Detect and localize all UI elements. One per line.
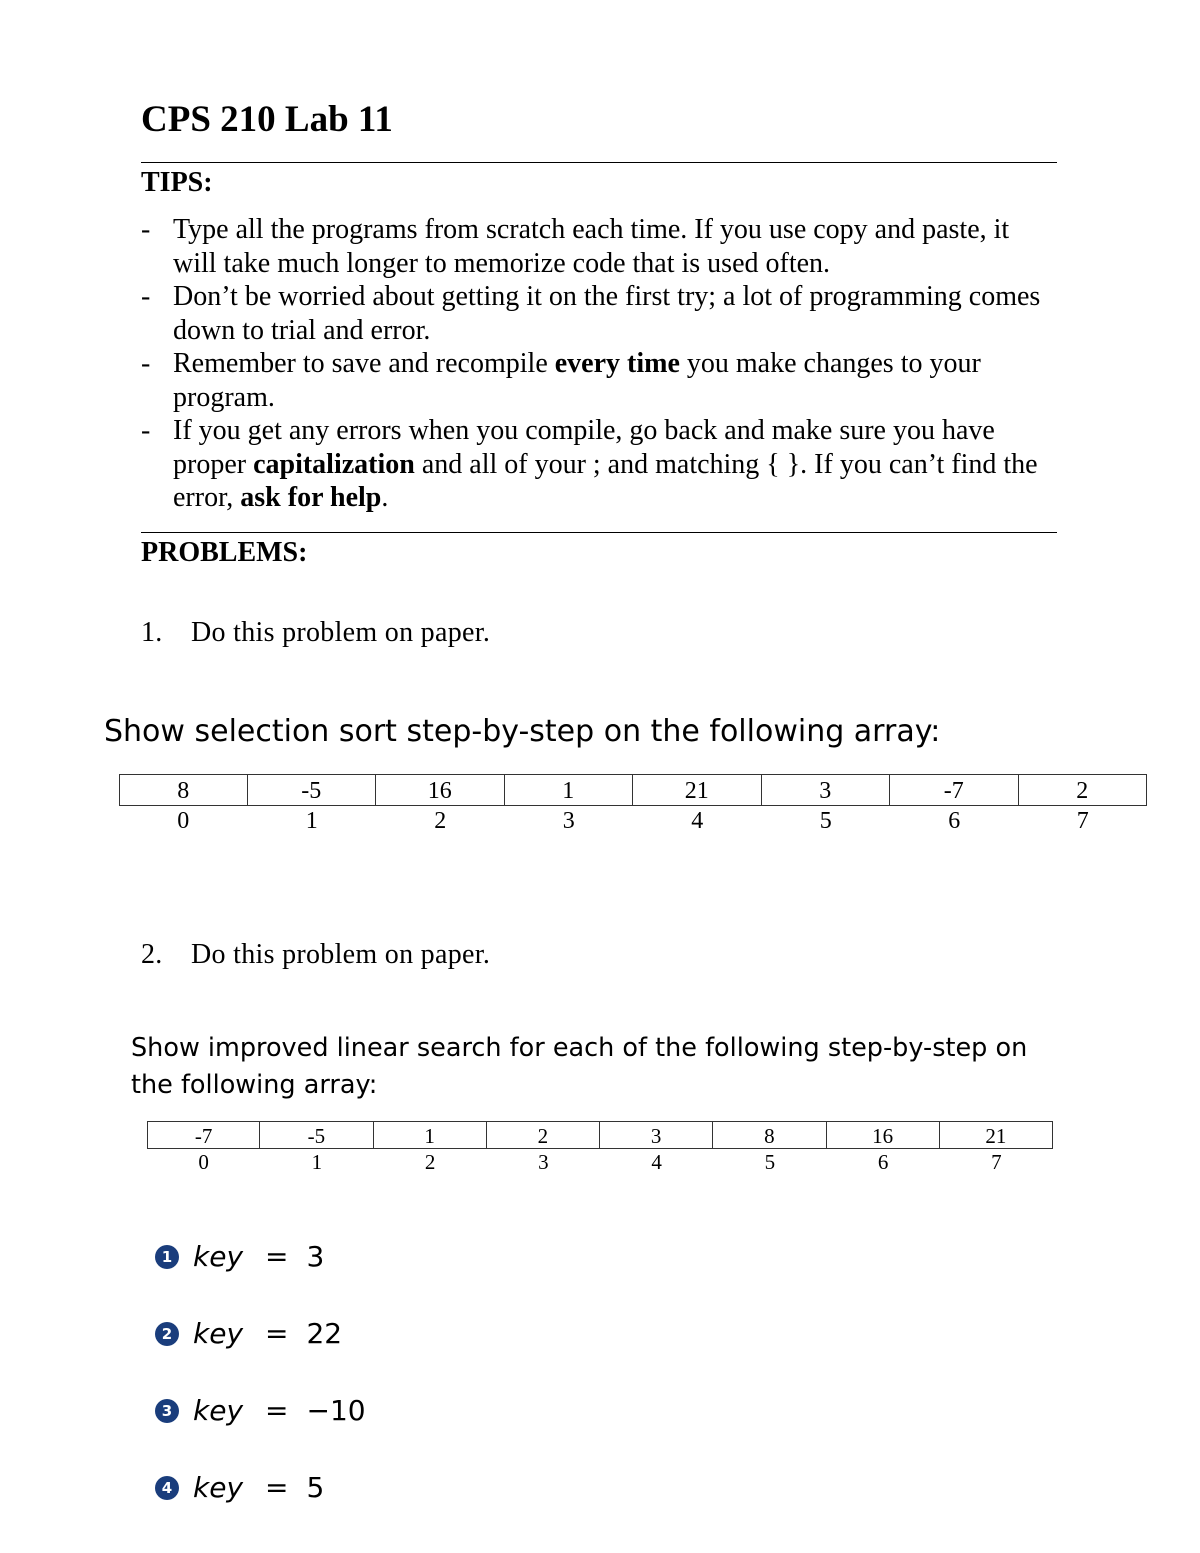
problem-2 xyxy=(141,938,490,972)
array-index: 5 xyxy=(819,808,832,834)
array-value: 8 xyxy=(119,774,248,806)
array-cell xyxy=(940,1121,1053,1175)
tips-heading: TIPS: xyxy=(141,167,213,198)
tips-list xyxy=(141,213,1057,515)
array-cell xyxy=(505,774,634,836)
array-value: 21 xyxy=(940,1121,1053,1149)
array-value: 21 xyxy=(633,774,762,806)
problem-1 xyxy=(141,616,490,650)
array-index: 4 xyxy=(691,808,704,834)
array-cell xyxy=(248,774,377,836)
array-index: 0 xyxy=(198,1150,209,1174)
array-index: 6 xyxy=(877,1150,889,1174)
array-value: -7 xyxy=(890,774,1019,806)
key-value: 3 xyxy=(306,1240,325,1273)
array-index: 7 xyxy=(1076,808,1089,834)
tip-item xyxy=(141,280,1057,347)
key-label: key xyxy=(193,1240,244,1273)
array-cell xyxy=(374,1121,487,1175)
key-item xyxy=(155,1317,342,1350)
tip-emphasis: ask for help xyxy=(240,482,382,513)
array-value: -5 xyxy=(248,774,377,806)
divider-top xyxy=(141,162,1057,163)
key-label: key xyxy=(193,1471,244,1504)
array-cell xyxy=(487,1121,600,1175)
array-value: 3 xyxy=(600,1121,713,1149)
tip-text: If you get any errors when you compile, go back and make sure you have proper xyxy=(173,415,995,480)
tip-item xyxy=(141,213,1057,280)
array-cell xyxy=(119,774,248,836)
divider-bottom xyxy=(141,532,1057,533)
array-value: 1 xyxy=(374,1121,487,1149)
equals-sign: = xyxy=(265,1471,289,1504)
key-item xyxy=(155,1471,324,1504)
tip-text: Type all the programs from scratch each time. If you use copy and paste, it will take much longer to memorize code that is used often. xyxy=(173,214,1010,279)
array-index: 2 xyxy=(424,1150,436,1174)
problem-2-instruction: Show improved linear search for each of the following step-by-step on the following array: xyxy=(131,1033,1028,1100)
number-badge-icon: 2 xyxy=(155,1322,179,1346)
array-cell xyxy=(600,1121,713,1175)
array-value: 2 xyxy=(487,1121,600,1149)
array-cell xyxy=(713,1121,826,1175)
array-index: 3 xyxy=(562,808,575,834)
bullet-dash: - xyxy=(141,348,151,379)
array-index: 1 xyxy=(305,808,318,834)
bullet-dash: - xyxy=(141,214,151,245)
array-index: 2 xyxy=(434,808,447,834)
key-value: 22 xyxy=(306,1317,343,1350)
problem-text: Do this problem on paper. xyxy=(191,939,491,970)
tip-text: you make changes to your program. xyxy=(173,348,981,413)
array-cell xyxy=(827,1121,940,1175)
page-title: CPS 210 Lab 11 xyxy=(141,99,393,140)
array-index: 3 xyxy=(538,1150,549,1174)
bullet-dash: - xyxy=(141,281,151,312)
number-badge-icon: 3 xyxy=(155,1399,179,1423)
array-index: 1 xyxy=(311,1150,323,1174)
array-cell xyxy=(762,774,891,836)
problem-number: 1. xyxy=(141,617,163,648)
tip-text: Remember to save and recompile xyxy=(173,348,555,379)
number-badge-icon: 1 xyxy=(155,1245,179,1269)
key-value: −10 xyxy=(306,1394,366,1427)
array-index: 0 xyxy=(177,808,190,834)
array-cell xyxy=(260,1121,373,1175)
array-cell xyxy=(633,774,762,836)
tip-text: and all of your ; and matching { }. If you can’t find the error, xyxy=(173,448,1038,513)
key-item xyxy=(155,1394,366,1427)
array-index: 6 xyxy=(948,808,961,834)
array-value: 1 xyxy=(505,774,634,806)
array-value: 16 xyxy=(376,774,505,806)
tip-item xyxy=(141,414,1057,515)
tip-emphasis: every time xyxy=(554,348,680,379)
array-index: 7 xyxy=(991,1150,1002,1174)
bullet-dash: - xyxy=(141,415,151,446)
array-table-2 xyxy=(147,1121,1053,1175)
tip-text: . xyxy=(381,482,389,513)
array-cell xyxy=(890,774,1019,836)
key-label: key xyxy=(193,1317,244,1350)
tip-emphasis: capitalization xyxy=(253,448,415,480)
key-label: key xyxy=(193,1394,244,1427)
tip-text: Don’t be worried about getting it on the first try; a lot of programming comes down to trial and error. xyxy=(173,281,1041,346)
array-value: 8 xyxy=(713,1121,826,1149)
array-value: 3 xyxy=(762,774,891,806)
problem-text: Do this problem on paper. xyxy=(191,617,491,648)
array-cell xyxy=(376,774,505,836)
key-item xyxy=(155,1240,324,1273)
equals-sign: = xyxy=(265,1317,289,1350)
array-value: -7 xyxy=(147,1121,260,1149)
array-cell xyxy=(147,1121,260,1175)
array-value: 16 xyxy=(827,1121,940,1149)
array-cell xyxy=(1019,774,1148,836)
equals-sign: = xyxy=(265,1394,289,1427)
problems-heading: PROBLEMS: xyxy=(141,537,308,568)
array-index: 4 xyxy=(651,1150,662,1174)
array-value: -5 xyxy=(260,1121,373,1149)
tip-item xyxy=(141,347,1057,414)
array-table-1 xyxy=(119,774,1147,836)
equals-sign: = xyxy=(265,1240,289,1273)
array-index: 5 xyxy=(764,1150,776,1174)
problem-number: 2. xyxy=(141,939,163,970)
number-badge-icon: 4 xyxy=(155,1476,179,1500)
array-value: 2 xyxy=(1019,774,1148,806)
problem-1-instruction: Show selection sort step-by-step on the following array: xyxy=(104,714,941,749)
key-value: 5 xyxy=(306,1471,325,1504)
